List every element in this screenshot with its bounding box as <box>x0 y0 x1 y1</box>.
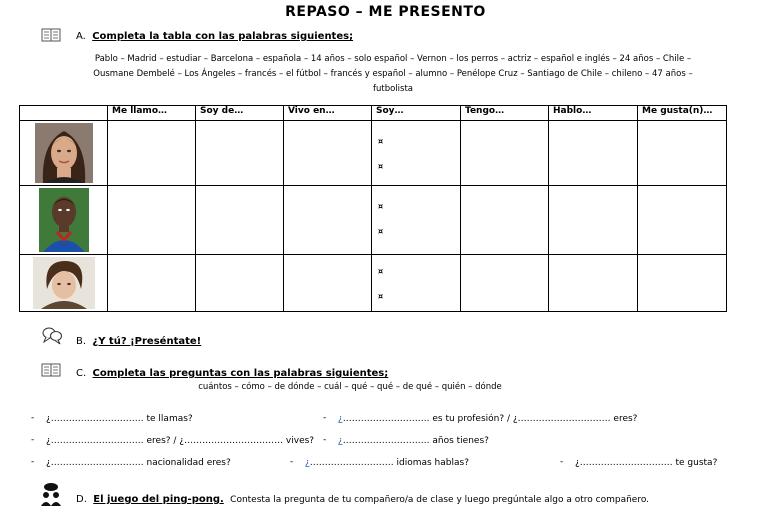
wordbank-line-2: Ousmane Dembelé – Los Ángeles – francés – el fútbol – francés y español – alumno – Penélope Cruz – Santiago de Chile – chileno – 47 años – <box>93 69 693 79</box>
vivo-en-cell[interactable] <box>284 186 372 255</box>
book-icon <box>41 362 61 378</box>
bullet-marker: ¤ <box>378 267 384 276</box>
woman-portrait-image <box>35 123 93 183</box>
header-vivo-en: Vivo en… <box>284 106 372 121</box>
bullet-marker: ¤ <box>378 162 384 171</box>
list-dash: - <box>323 435 327 445</box>
section-b-instruction: ¿Y tú? ¡Preséntate! <box>92 336 202 347</box>
speech-bubbles-icon <box>41 325 63 345</box>
section-b-letter: B. <box>76 336 87 347</box>
question-prefix: ¿ <box>305 458 310 468</box>
me-llamo-cell[interactable] <box>108 186 196 255</box>
photo-cell <box>20 121 108 186</box>
hablo-cell[interactable] <box>549 186 638 255</box>
question-anos[interactable] <box>338 436 489 446</box>
me-gusta-cell[interactable] <box>638 121 727 186</box>
table-row <box>20 121 727 186</box>
section-c-instruction: Completa las preguntas con las palabras siguientes; <box>92 368 389 379</box>
me-gusta-cell[interactable] <box>638 186 727 255</box>
soy-cell[interactable] <box>372 186 461 255</box>
profile-table <box>19 105 727 312</box>
table-header-row <box>20 106 727 121</box>
header-hablo: Hablo… <box>549 106 638 121</box>
wordbank-line-1: Pablo – Madrid – estudiar – Barcelona – española – 14 años – solo español – Vernon – los perros – actriz – español e inglés – 24 años – Chile – <box>94 54 692 64</box>
tengo-cell[interactable] <box>461 186 549 255</box>
question-rest: ……………………….. es tu profesión? / ¿…………………………. eres? <box>342 414 638 424</box>
section-c-wordbank: cuántos – cómo – de dónde – cuál – qué – qué – de qué – quién – dónde <box>198 382 502 392</box>
soy-de-cell[interactable] <box>196 186 284 255</box>
vivo-en-cell[interactable] <box>284 255 372 312</box>
young-man-portrait-image <box>33 257 95 309</box>
bullet-marker: ¤ <box>378 227 384 236</box>
question-profesion[interactable] <box>338 414 637 424</box>
table-row <box>20 186 727 255</box>
question-rest: ……………………….. años tienes? <box>342 436 489 446</box>
photo-cell <box>20 186 108 255</box>
question-eres-vives[interactable]: ¿…………………………. eres? / ¿…………………………… vives? <box>46 436 315 446</box>
soy-cell[interactable] <box>372 255 461 312</box>
hablo-cell[interactable] <box>549 255 638 312</box>
table-row <box>20 255 727 312</box>
question-gusta[interactable]: ¿…………………………. te gusta? <box>575 458 718 468</box>
tengo-cell[interactable] <box>461 121 549 186</box>
list-dash: - <box>290 457 294 467</box>
list-dash: - <box>31 435 35 445</box>
footballer-portrait-image <box>39 188 89 252</box>
soy-cell[interactable] <box>372 121 461 186</box>
list-dash: - <box>323 413 327 423</box>
hablo-cell[interactable] <box>549 121 638 186</box>
conversation-people-icon <box>40 482 62 506</box>
section-a-instruction: Completa la tabla con las palabras siguientes; <box>92 31 354 42</box>
page-title: REPASO – ME PRESENTO <box>285 4 486 20</box>
section-d-letter: D. <box>76 494 87 505</box>
section-a-letter: A. <box>76 31 86 42</box>
soy-de-cell[interactable] <box>196 255 284 312</box>
me-llamo-cell[interactable] <box>108 255 196 312</box>
section-c-heading <box>76 368 388 379</box>
list-dash: - <box>31 413 35 423</box>
question-prefix: ¿ <box>338 436 343 446</box>
question-nacionalidad[interactable]: ¿…………………………. nacionalidad eres? <box>46 458 231 468</box>
bullet-marker: ¤ <box>378 202 384 211</box>
question-rest: ………………………. idiomas hablas? <box>309 458 469 468</box>
question-prefix: ¿ <box>338 414 343 424</box>
list-dash: - <box>560 457 564 467</box>
photo-cell <box>20 255 108 312</box>
bullet-marker: ¤ <box>378 292 384 301</box>
vivo-en-cell[interactable] <box>284 121 372 186</box>
bullet-marker: ¤ <box>378 137 384 146</box>
wordbank-line-3: futbolista <box>372 84 413 94</box>
question-idiomas[interactable] <box>305 458 469 468</box>
section-b-heading <box>76 336 201 347</box>
question-te-llamas[interactable]: ¿…………………………. te llamas? <box>46 414 193 424</box>
section-d-heading <box>76 494 649 505</box>
tengo-cell[interactable] <box>461 255 549 312</box>
me-llamo-cell[interactable] <box>108 121 196 186</box>
book-icon <box>41 27 61 43</box>
header-tengo: Tengo… <box>461 106 549 121</box>
section-a-heading <box>76 31 353 42</box>
me-gusta-cell[interactable] <box>638 255 727 312</box>
soy-de-cell[interactable] <box>196 121 284 186</box>
header-soy: Soy… <box>372 106 461 121</box>
section-c-letter: C. <box>76 368 87 379</box>
header-me-gusta: Me gusta(n)… <box>638 106 727 121</box>
list-dash: - <box>31 457 35 467</box>
section-a-wordbank <box>40 52 746 97</box>
header-photo <box>20 106 108 121</box>
header-soy-de: Soy de… <box>196 106 284 121</box>
header-me-llamo: Me llamo… <box>108 106 196 121</box>
section-d-text: Contesta la pregunta de tu compañero/a de clase y luego pregúntale algo a otro compañero. <box>230 495 650 505</box>
section-d-instruction: El juego del ping-pong. <box>93 494 224 505</box>
